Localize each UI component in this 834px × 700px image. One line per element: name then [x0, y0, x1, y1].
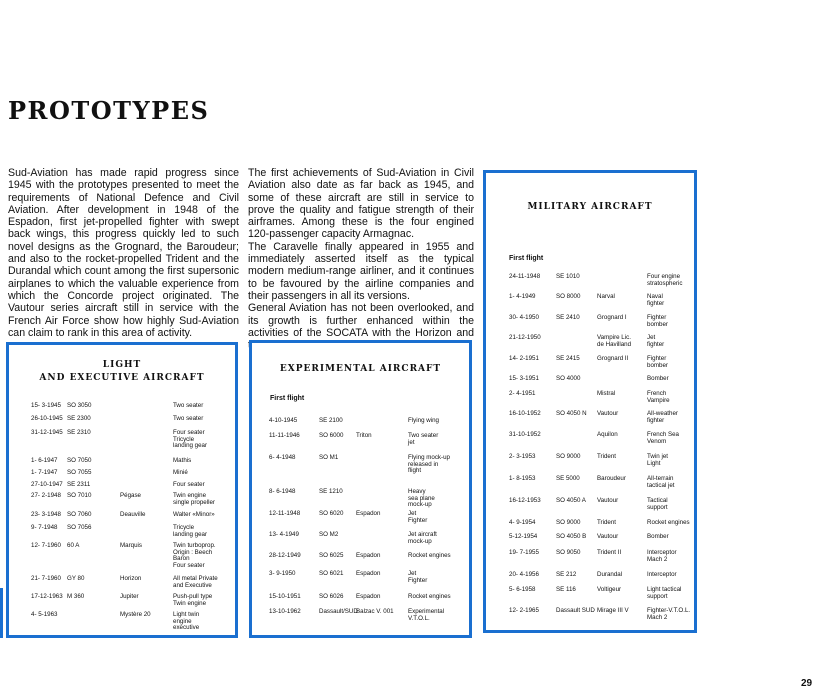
cell-desc: Fighter bomber: [647, 355, 668, 369]
cell-desc: All-terrain tactical jet: [647, 475, 675, 489]
cell-name: Mystère 20: [120, 611, 151, 618]
cell-date: 2- 4-1951: [509, 390, 536, 397]
cell-desc: Bomber: [647, 533, 669, 540]
cell-date: 21-12-1950: [509, 334, 541, 341]
cell-model: SE 2311: [67, 481, 91, 488]
table-body: [252, 343, 469, 635]
cell-desc: Mathis: [173, 457, 192, 464]
cell-desc: French Sea Venom: [647, 431, 679, 445]
cell-name: Pégase: [120, 492, 141, 499]
cell-desc: Rocket engines: [408, 593, 451, 600]
page-number: 29: [801, 678, 813, 689]
cell-model: SO 6000: [319, 432, 344, 439]
table-body: [486, 173, 694, 630]
cell-date: 1- 7-1947: [31, 469, 58, 476]
cell-name: Mistral: [597, 390, 616, 397]
cell-model: Dassault/SUD: [319, 608, 358, 615]
cell-model: SE 1010: [556, 273, 580, 280]
cell-date: 17-12-1963: [31, 593, 63, 600]
cell-date: 4- 9-1954: [509, 519, 536, 526]
cell-desc: All metal Private and Executive: [173, 575, 218, 589]
cell-model: SE 1210: [319, 488, 343, 495]
cell-date: 6- 4-1948: [269, 454, 296, 461]
cell-name: Voltigeur: [597, 586, 622, 593]
cell-date: 2- 3-1953: [509, 453, 536, 460]
cell-model: SO 4000: [556, 375, 581, 382]
cell-name: Vautour: [597, 410, 619, 417]
intro-column-2: [248, 167, 474, 351]
cell-date: 19- 7-1955: [509, 549, 539, 556]
cell-name: Trident: [597, 519, 617, 526]
cell-desc: Push-pull type Twin engine: [173, 593, 213, 607]
cell-date: 27- 2-1948: [31, 492, 61, 499]
cell-name: Durandal: [597, 571, 623, 578]
cell-date: 14- 2-1951: [509, 355, 539, 362]
cell-date: 11-11-1946: [269, 432, 300, 439]
cell-desc: Bomber: [647, 375, 669, 382]
cell-date: 12-11-1948: [269, 510, 301, 517]
adjacent-table-edge: [0, 588, 3, 638]
military-aircraft-table: [483, 170, 697, 633]
cell-model: SO 9050: [556, 549, 581, 556]
cell-date: 30- 4-1950: [509, 314, 539, 321]
cell-name: Trident: [597, 453, 617, 460]
cell-desc: Flying wing: [408, 417, 439, 424]
cell-model: SE 5000: [556, 475, 580, 482]
cell-model: SE 212: [556, 571, 577, 578]
cell-model: SE 2415: [556, 355, 580, 362]
cell-name: Marquis: [120, 542, 143, 549]
page-title: PROTOTYPES: [8, 96, 210, 125]
cell-model: SO 7010: [67, 492, 92, 499]
cell-model: SO 6021: [319, 570, 344, 577]
cell-model: SO 8000: [556, 293, 581, 300]
cell-model: SO 4050 B: [556, 533, 587, 540]
cell-model: SO M2: [319, 531, 339, 538]
cell-date: 31-12-1945: [31, 429, 63, 436]
cell-desc: Twin jet Light: [647, 453, 668, 467]
cell-desc: Interceptor: [647, 571, 677, 578]
cell-model: SO 4050 A: [556, 497, 586, 504]
cell-model: SE 2310: [67, 429, 91, 436]
cell-date: 5-12-1954: [509, 533, 538, 540]
cell-desc: Tricycle landing gear: [173, 524, 208, 538]
cell-desc: Rocket engines: [408, 552, 451, 559]
cell-date: 8- 6-1948: [269, 488, 296, 495]
cell-name: Balzac V. 001: [356, 608, 394, 615]
table-title: EXPERIMENTAL AIRCRAFT: [279, 364, 442, 374]
cell-desc: Fighter bomber: [647, 314, 668, 328]
cell-name: Espadon: [356, 510, 381, 517]
cell-date: 1- 8-1953: [509, 475, 536, 482]
table-title: AND EXECUTIVE AIRCRAFT: [39, 373, 205, 383]
cell-date: 5- 6-1958: [509, 586, 536, 593]
cell-name: Narval: [597, 293, 615, 300]
cell-desc: Minié: [173, 469, 188, 476]
cell-date: 3- 9-1950: [269, 570, 296, 577]
cell-model: SO 7050: [67, 457, 92, 464]
cell-date: 15-10-1951: [269, 593, 301, 600]
intro-paragraph: The first achievements of Sud-Aviation in Civil Aviation also date as far back as 1945, and some of these aircraft are still in service to prove the quality and fatigue strength of their airframes. Among these is the four engined 120-passenger capacity Armagnac.: [248, 167, 474, 241]
cell-desc: Walter «Minor»: [173, 511, 215, 518]
cell-name: Vampire Lic. de Havilland: [597, 334, 632, 348]
cell-desc: Two seater: [173, 402, 204, 409]
cell-model: M 360: [67, 593, 85, 600]
cell-desc: Light twin engine executive: [173, 611, 200, 632]
cell-model: SO 6020: [319, 510, 344, 517]
cell-name: Aquilon: [597, 431, 618, 438]
cell-date: 26-10-1945: [31, 415, 63, 422]
cell-desc: Fighter-V.T.O.L. Mach 2: [647, 607, 691, 621]
cell-date: 28-12-1949: [269, 552, 301, 559]
cell-model: GY 80: [67, 575, 85, 582]
cell-model: 60 A: [67, 542, 80, 549]
cell-model: SO 6025: [319, 552, 344, 559]
table-title: LIGHT: [102, 360, 142, 370]
cell-name: Espadon: [356, 593, 381, 600]
cell-model: SE 2300: [67, 415, 91, 422]
cell-name: Baroudeur: [597, 475, 626, 482]
cell-date: 23- 3-1948: [31, 511, 61, 518]
intro-column-1: [8, 167, 239, 339]
cell-desc: Jet Fighter: [408, 510, 428, 524]
intro-paragraph: The Caravelle finally appeared in 1955 and immediately asserted itself as the typical modern medium-range airliner, and it continues to be favoured by the airline companies and their passengers in all its versions.: [248, 240, 474, 302]
cell-desc: Experimental V.T.O.L.: [408, 608, 445, 622]
cell-date: 16-10-1952: [509, 410, 541, 417]
cell-desc: Twin turboprop. Origin : Beech Baron Four seater: [173, 542, 216, 569]
cell-desc: Tactical support: [647, 497, 668, 511]
cell-desc: All-weather fighter: [647, 410, 678, 424]
cell-model: SO 9000: [556, 453, 581, 460]
cell-date: 4- 5-1963: [31, 611, 58, 618]
cell-date: 31-10-1952: [509, 431, 541, 438]
cell-date: 15- 3-1945: [31, 402, 61, 409]
cell-model: Dassault SUD: [556, 607, 595, 614]
cell-name: Trident II: [597, 549, 622, 556]
cell-name: Triton: [356, 432, 372, 439]
table-title: MILITARY AIRCRAFT: [527, 202, 653, 212]
cell-desc: Four seater Tricycle landing gear: [173, 429, 208, 450]
cell-name: Espadon: [356, 552, 381, 559]
cell-desc: Naval fighter: [647, 293, 665, 307]
cell-model: SO M1: [319, 454, 339, 461]
cell-desc: Jet fighter: [647, 334, 665, 348]
cell-model: SO 4050 N: [556, 410, 587, 417]
cell-date: 21- 7-1960: [31, 575, 61, 582]
cell-date: 12- 7-1960: [31, 542, 61, 549]
experimental-aircraft-table: [249, 340, 472, 638]
light-executive-aircraft-table: [6, 342, 238, 638]
cell-model: SE 116: [556, 586, 576, 593]
cell-model: SO 6026: [319, 593, 344, 600]
cell-desc: Heavy sea plane mock-up: [408, 488, 435, 509]
cell-model: SE 2100: [319, 417, 343, 424]
cell-date: 9- 7-1948: [31, 524, 58, 531]
intro-paragraph: Sud-Aviation has made rapid progress since 1945 with the prototypes presented to meet the requirements of National Defence and Civil Aviation. After development in 1948 of the Espadon, first jet-propelled fighter with swept back wings, this progress quickly led to such novel designs as the Grognard, the Baroudeur; and also to the rocket-propelled Trident and the Durandal which count among the first supersonic airplanes to which the valuable experience from which the Concorde project originated. The Vautour series aircraft still in service with the French Air Force show how highly Sud-Aviation can claim to rank in this area of activity.: [8, 167, 239, 339]
cell-name: Grognard II: [597, 355, 629, 362]
cell-model: SO 7055: [67, 469, 92, 476]
cell-desc: French Vampire: [647, 390, 670, 404]
cell-model: SO 9000: [556, 519, 581, 526]
cell-date: 13- 4-1949: [269, 531, 299, 538]
first-flight-label: First flight: [270, 395, 305, 402]
cell-name: Vautour: [597, 497, 619, 504]
cell-model: SO 3050: [67, 402, 92, 409]
cell-name: Espadon: [356, 570, 381, 577]
cell-date: 27-10-1947: [31, 481, 63, 488]
cell-desc: Flying mock-up released in flight: [408, 454, 450, 475]
cell-name: Jupiter: [120, 593, 139, 600]
cell-model: SO 7060: [67, 511, 92, 518]
cell-date: 1- 4-1949: [509, 293, 536, 300]
cell-desc: Four engine stratospheric: [647, 273, 683, 287]
cell-date: 1- 6-1947: [31, 457, 58, 464]
cell-name: Deauville: [120, 511, 146, 518]
cell-model: SE 2410: [556, 314, 580, 321]
cell-desc: Twin engine single propeller: [173, 492, 215, 506]
cell-name: Mirage III V: [597, 607, 629, 614]
cell-date: 24-11-1948: [509, 273, 541, 280]
cell-desc: Rocket engines: [647, 519, 690, 526]
cell-date: 4-10-1945: [269, 417, 298, 424]
cell-desc: Interceptor Mach 2: [647, 549, 677, 563]
cell-desc: Jet Fighter: [408, 570, 428, 584]
cell-desc: Jet aircraft mock-up: [408, 531, 437, 545]
cell-date: 12- 2-1965: [509, 607, 539, 614]
cell-desc: Light tactical support: [647, 586, 682, 600]
cell-date: 20- 4-1956: [509, 571, 539, 578]
cell-date: 13-10-1962: [269, 608, 301, 615]
cell-date: 16-12-1953: [509, 497, 541, 504]
cell-desc: Two seater jet: [408, 432, 439, 446]
cell-name: Vautour: [597, 533, 619, 540]
cell-name: Horizon: [120, 575, 142, 582]
first-flight-label: First flight: [509, 255, 544, 262]
cell-desc: Two seater: [173, 415, 204, 422]
cell-date: 15- 3-1951: [509, 375, 539, 382]
cell-model: SO 7056: [67, 524, 92, 531]
table-body: [9, 345, 235, 635]
cell-name: Grognard I: [597, 314, 627, 321]
intro-paragraph: General Aviation has not been overlooked, and its growth is further enhanced within the activities of the SOCATA with the Horizon and: [248, 302, 474, 339]
cell-desc: Four seater: [173, 481, 205, 488]
